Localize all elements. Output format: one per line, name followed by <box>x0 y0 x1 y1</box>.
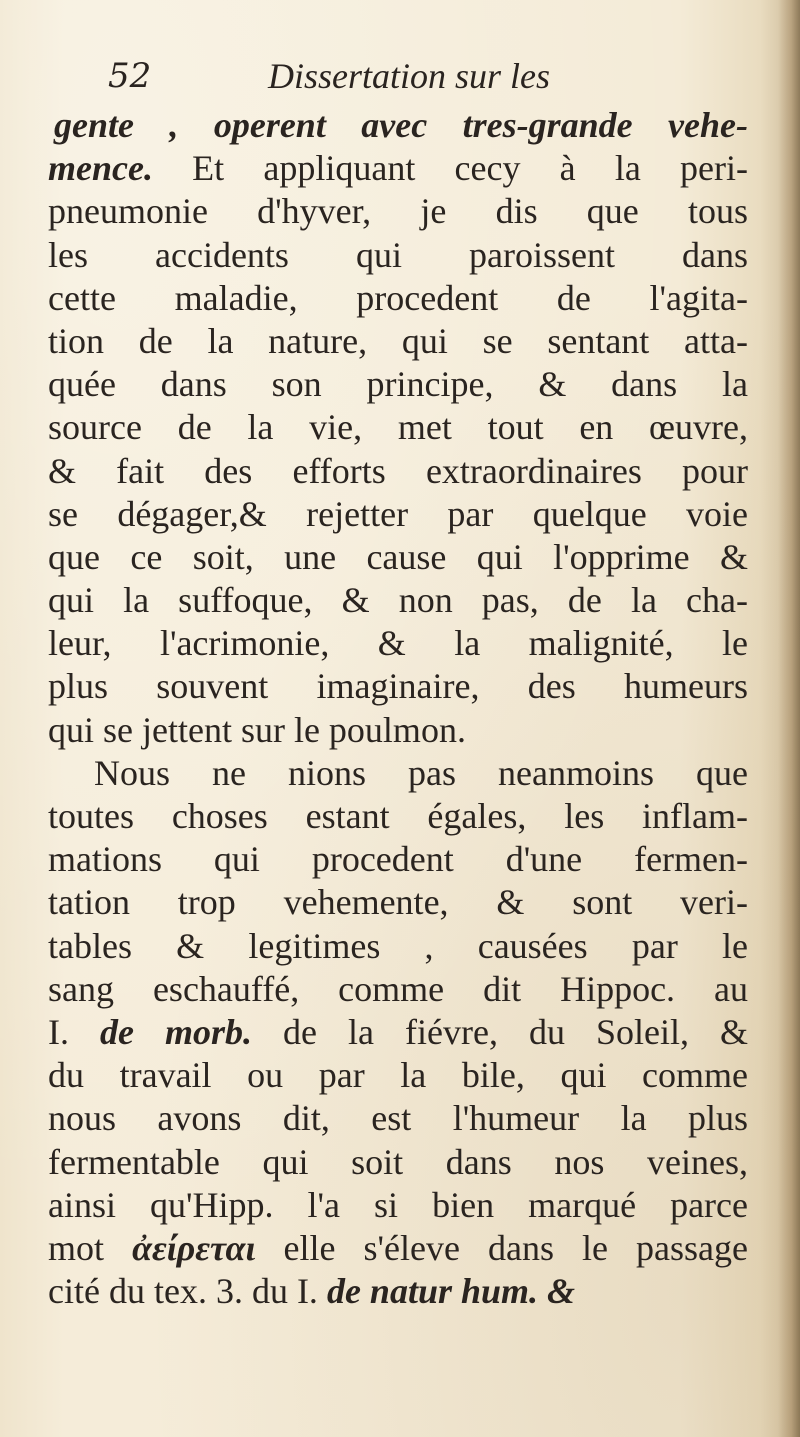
text-line: cité du tex. 3. du I. de natur hum. & <box>48 1271 576 1312</box>
text-line: mence. Et appliquant cecy à la peri- <box>48 148 748 189</box>
text-line: que ce soit, une cause qui l'opprime & <box>48 536 748 577</box>
text-line: du travail ou par la bile, qui comme <box>48 1055 748 1096</box>
page-edge <box>778 0 800 1437</box>
text-line: tables & legitimes , causées par le <box>48 925 748 966</box>
text-line: Nous ne nions pas neanmoins que <box>94 752 748 793</box>
text-line: qui se jettent sur le poulmon. <box>48 709 466 750</box>
text-line: source de la vie, met tout en œuvre, <box>48 407 748 448</box>
text-line: mations qui procedent d'une fermen- <box>48 839 748 880</box>
running-title: Dissertation sur les <box>268 56 551 96</box>
text-line: sang eschauffé, comme dit Hippoc. au <box>48 968 748 1009</box>
text-line: les accidents qui paroissent dans <box>48 234 748 275</box>
text-line: mot ἀείρεται elle s'éleve dans le passage <box>48 1227 748 1268</box>
page-header <box>108 52 748 102</box>
text-line: toutes choses estant égales, les inflam- <box>48 796 748 836</box>
text-line: plus souvent imaginaire, des humeurs <box>48 666 748 707</box>
text-line: ainsi qu'Hipp. l'a si bien marqué parce <box>48 1184 748 1225</box>
body-text <box>48 104 748 1313</box>
text-line: nous avons dit, est l'humeur la plus <box>48 1098 748 1139</box>
text-line: I. de morb. de la fiévre, du Soleil, & <box>48 1011 748 1052</box>
text-line: leur, l'acrimonie, & la malignité, le <box>48 623 748 664</box>
page-number: 52 <box>108 56 152 96</box>
text-line: gente , operent avec tres-grande vehe- <box>54 105 748 145</box>
text-line: tation trop vehemente, & sont veri- <box>48 882 748 923</box>
text-line: & fait des efforts extraordinaires pour <box>48 450 748 491</box>
text-line: fermentable qui soit dans nos veines, <box>48 1141 748 1182</box>
text-line: pneumonie d'hyver, je dis que tous <box>48 191 748 232</box>
text-line: tion de la nature, qui se sentant atta- <box>48 320 748 361</box>
text-line: quée dans son principe, & dans la <box>48 364 748 405</box>
text-line: qui la suffoque, & non pas, de la cha- <box>48 580 748 621</box>
text-line: cette maladie, procedent de l'agita- <box>48 277 748 318</box>
text-line: se dégager,& rejetter par quelque voie <box>48 493 748 534</box>
